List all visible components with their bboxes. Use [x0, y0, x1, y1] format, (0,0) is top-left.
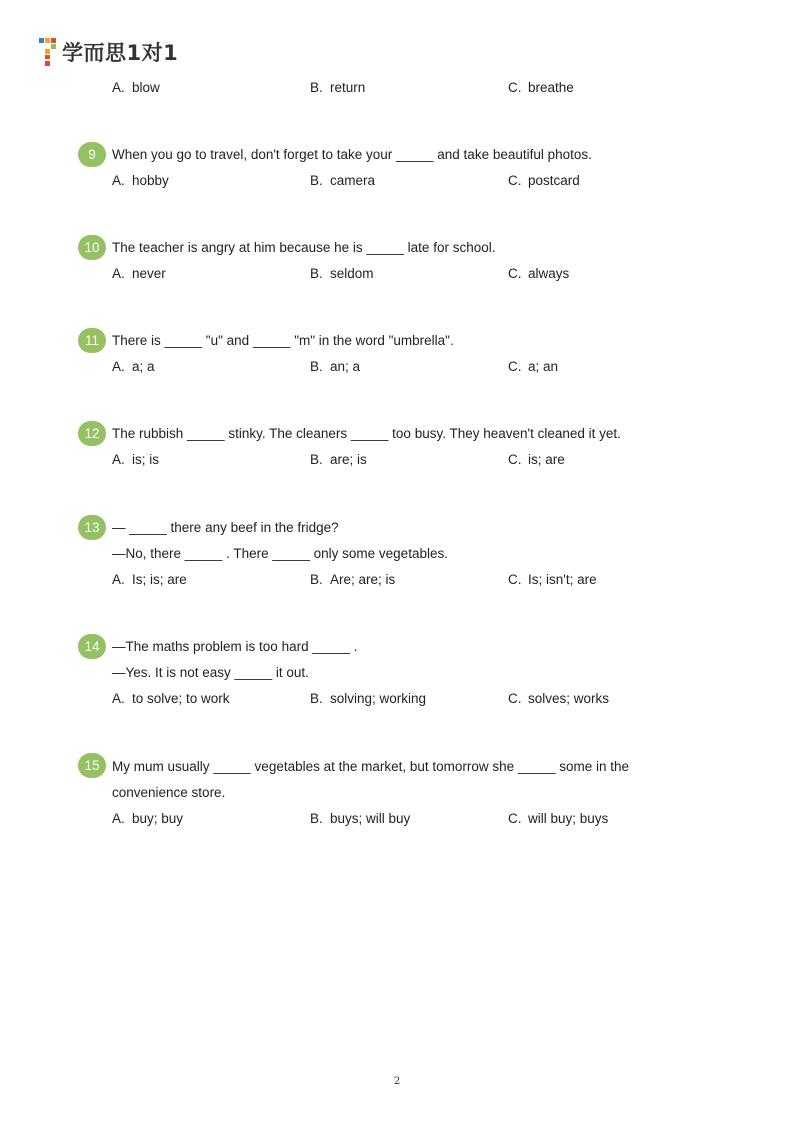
- option-letter: B.: [310, 572, 323, 587]
- option-b: [310, 358, 360, 376]
- option-b: [310, 451, 367, 469]
- option-text: is; are: [528, 452, 565, 467]
- option-letter: A.: [112, 359, 125, 374]
- option-text: to solve; to work: [132, 691, 230, 706]
- option-text: solving; working: [330, 691, 427, 706]
- option-b: [310, 79, 365, 97]
- option-text: a; a: [132, 359, 155, 374]
- question-number-badge: [78, 515, 106, 540]
- option-text: a; an: [528, 359, 559, 374]
- option-letter: B.: [310, 266, 323, 281]
- option-text: an; a: [330, 359, 361, 374]
- option-c: [508, 265, 569, 283]
- question-text-line-1: My mum usually _____ vegetables at the market, but tomorrow she _____ some in the: [112, 759, 630, 774]
- option-letter: A.: [112, 266, 125, 281]
- option-a: [112, 358, 155, 376]
- question-number-badge: [78, 142, 106, 167]
- question-text-line-1: — _____ there any beef in the fridge?: [112, 520, 339, 535]
- option-letter: B.: [310, 80, 323, 95]
- option-letter: B.: [310, 359, 323, 374]
- option-b: [310, 571, 395, 589]
- option-letter: B.: [310, 452, 323, 467]
- option-letter: C.: [508, 691, 522, 706]
- option-a: [112, 79, 160, 97]
- page-number: 2: [393, 1076, 401, 1087]
- option-a: [112, 265, 166, 283]
- option-letter: A.: [112, 811, 125, 826]
- logo-text: 学而思1对1: [62, 41, 179, 65]
- question-number: 11: [84, 333, 99, 348]
- option-letter: C.: [508, 572, 522, 587]
- question-text-line-2: —No, there _____ . There _____ only some vegetables.: [112, 546, 448, 561]
- question-number: 15: [84, 758, 100, 773]
- option-letter: B.: [310, 691, 323, 706]
- option-b: [310, 172, 375, 190]
- option-b: [310, 810, 410, 828]
- option-text: are; is: [330, 452, 367, 467]
- option-b: [310, 690, 426, 708]
- option-c: [508, 571, 597, 589]
- option-letter: A.: [112, 80, 125, 95]
- question-text-line-2: convenience store.: [112, 785, 226, 800]
- option-text: is; is: [132, 452, 159, 467]
- option-text: always: [528, 266, 570, 281]
- question-text: The teacher is angry at him because he is _____ late for school.: [112, 240, 496, 255]
- option-letter: B.: [310, 173, 323, 188]
- option-text: Are; are; is: [330, 572, 396, 587]
- option-text: postcard: [528, 173, 580, 188]
- option-letter: C.: [508, 452, 522, 467]
- question-text: When you go to travel, don't forget to take your _____ and take beautiful photos.: [112, 147, 592, 162]
- question-text-line-1: —The maths problem is too hard _____ .: [112, 639, 358, 654]
- question-text: The rubbish _____ stinky. The cleaners _____ too busy. They heaven't cleaned it yet.: [112, 426, 621, 441]
- option-c: [508, 79, 574, 97]
- option-text: return: [330, 80, 366, 95]
- option-text: hobby: [132, 173, 169, 188]
- option-text: seldom: [330, 266, 374, 281]
- option-c: [508, 690, 609, 708]
- option-a: [112, 571, 187, 589]
- option-text: breathe: [528, 80, 574, 95]
- option-text: blow: [132, 80, 160, 95]
- question-number-badge: [78, 421, 106, 446]
- option-a: [112, 810, 183, 828]
- option-c: [508, 172, 580, 190]
- option-c: [508, 810, 608, 828]
- question-number-badge: [78, 235, 106, 260]
- option-b: [310, 265, 374, 283]
- option-a: [112, 690, 230, 708]
- colorful-question-mark-icon: [38, 37, 60, 67]
- question-number: 10: [84, 240, 100, 255]
- option-text: never: [132, 266, 166, 281]
- option-text: Is; isn't; are: [528, 572, 597, 587]
- option-letter: C.: [508, 811, 522, 826]
- question-number-badge: [78, 328, 106, 353]
- option-letter: B.: [310, 811, 323, 826]
- option-c: [508, 358, 558, 376]
- option-text: will buy; buys: [528, 811, 609, 826]
- option-text: buy; buy: [132, 811, 184, 826]
- previous-question-options: [0, 79, 794, 99]
- question-text: There is _____ "u" and _____ "m" in the word "umbrella".: [112, 333, 454, 348]
- option-text: buys; will buy: [330, 811, 411, 826]
- option-text: Is; is; are: [132, 572, 187, 587]
- question-text-line-2: —Yes. It is not easy _____ it out.: [112, 665, 309, 680]
- option-c: [508, 451, 565, 469]
- option-letter: C.: [508, 359, 522, 374]
- option-a: [112, 172, 169, 190]
- question-number: 14: [84, 639, 100, 654]
- option-letter: A.: [112, 691, 125, 706]
- option-letter: A.: [112, 173, 125, 188]
- option-text: camera: [330, 173, 376, 188]
- question-number: 12: [84, 426, 100, 441]
- question-number: 9: [88, 147, 96, 162]
- option-letter: C.: [508, 173, 522, 188]
- question-number: 13: [84, 520, 100, 535]
- question-number-badge: [78, 753, 106, 778]
- option-letter: C.: [508, 266, 522, 281]
- option-text: solves; works: [528, 691, 610, 706]
- brand-logo: [38, 37, 178, 67]
- question-number-badge: [78, 634, 106, 659]
- option-letter: C.: [508, 80, 522, 95]
- option-a: [112, 451, 159, 469]
- option-letter: A.: [112, 452, 125, 467]
- option-letter: A.: [112, 572, 125, 587]
